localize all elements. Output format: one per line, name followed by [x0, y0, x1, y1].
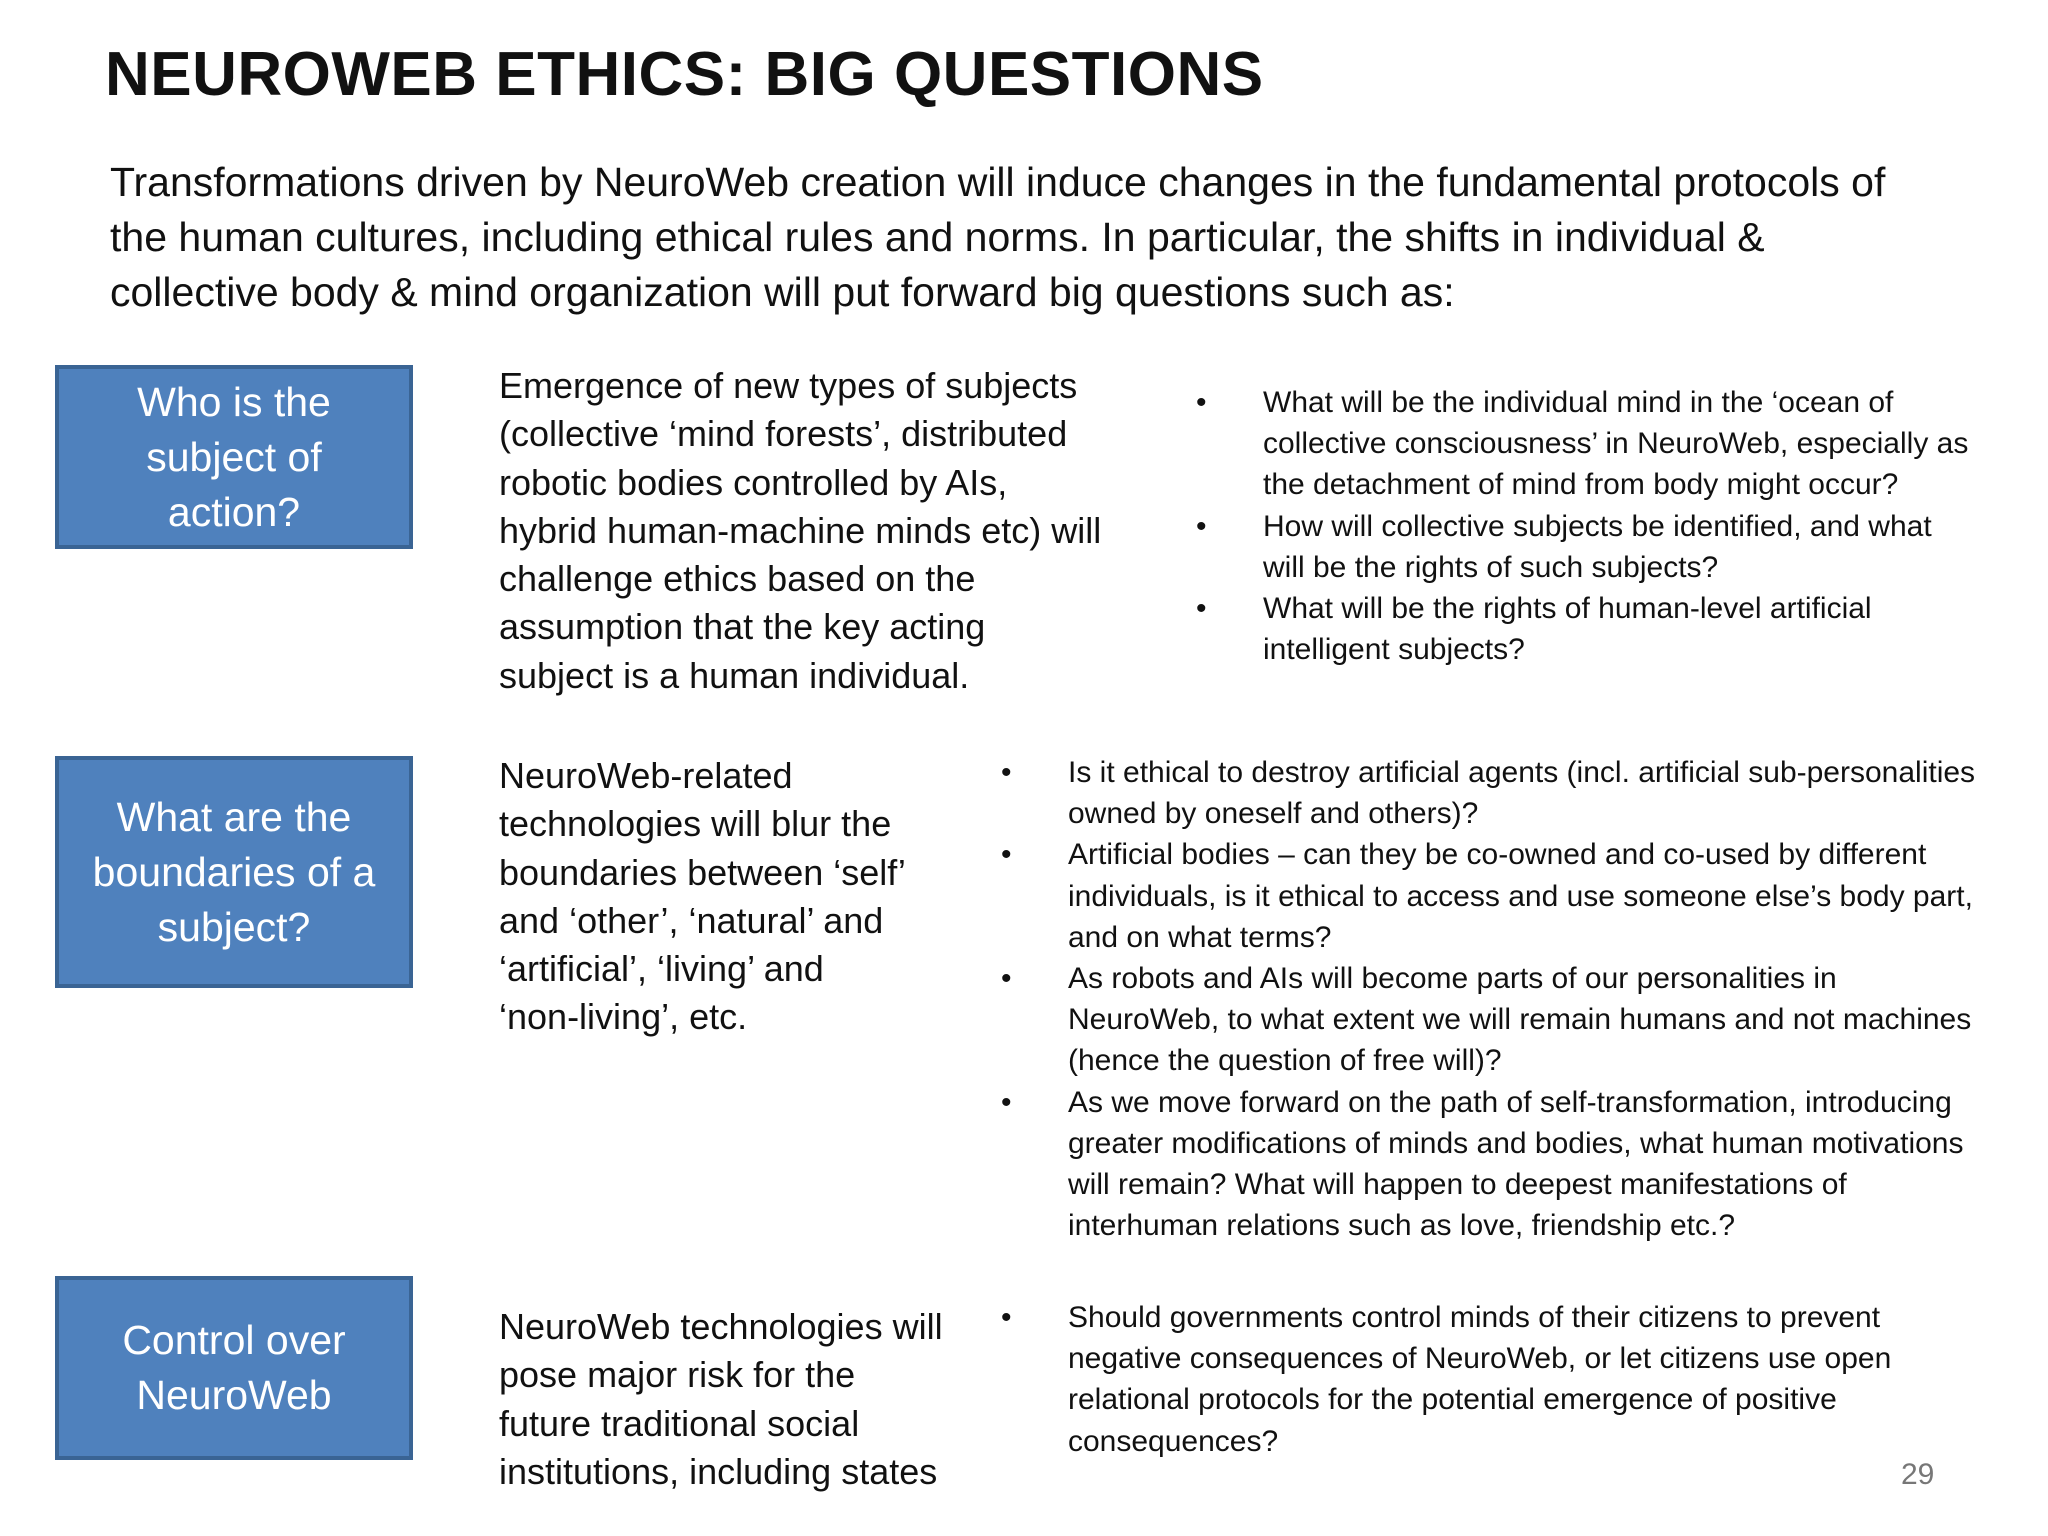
bullet-line: relational protocols for the potential emergence of positive [1068, 1383, 1837, 1417]
bullet-dot-icon: • [1196, 592, 1207, 626]
bullet-line: What will be the rights of human-level artificial [1263, 592, 1872, 626]
question-box-subject-of-action [55, 365, 413, 549]
question-line: NeuroWeb [136, 1372, 332, 1418]
bullet-list-control-over-neuroweb [1001, 1297, 1891, 1462]
question-line: boundaries of a [92, 848, 376, 895]
description-line: (collective ‘mind forests’, distributed [499, 413, 1068, 455]
bullet-line: What will be the individual mind in the ‘ocean of [1263, 386, 1894, 419]
bullet-line: negative consequences of NeuroWeb, or let citizens use open [1068, 1342, 1892, 1376]
description-line: pose major risk for the [499, 1354, 856, 1396]
bullet-item [1196, 506, 1968, 588]
intro-line: the human cultures, including ethical rules and norms. In particular, the shifts in individual & [110, 214, 1765, 260]
question-box-control-over-neuroweb [55, 1276, 413, 1460]
bullet-item [1001, 1082, 1975, 1247]
bullet-list-subject-of-action [1196, 382, 1968, 670]
page-number: 29 [1901, 1458, 1935, 1491]
description-control-over-neuroweb [499, 1303, 943, 1496]
description-line: technologies will blur the [499, 803, 892, 845]
bullet-line: NeuroWeb, to what extent we will remain humans and not machines [1068, 1003, 1972, 1037]
question-line: Who is the [137, 378, 331, 425]
description-subject-of-action [499, 362, 1101, 700]
bullet-dot-icon: • [1001, 756, 1012, 789]
bullet-line: individuals, is it ethical to access and use someone else’s body part, [1068, 879, 1973, 913]
intro-line: collective body & mind organization will put forward big questions such as: [110, 269, 1455, 315]
description-line: assumption that the key acting [499, 606, 986, 648]
bullet-dot-icon: • [1001, 838, 1012, 872]
bullet-item [1001, 834, 1975, 958]
question-line: Control over [122, 1317, 346, 1363]
bullet-line: Should governments control minds of their citizens to prevent [1068, 1301, 1881, 1334]
description-line: institutions, including states [499, 1450, 938, 1492]
question-line: subject of [146, 433, 322, 480]
bullet-item [1196, 588, 1968, 670]
description-line: ‘non-living’, etc. [499, 996, 748, 1038]
bullet-dot-icon: • [1001, 1085, 1012, 1119]
description-line: and ‘other’, ‘natural’ and [499, 899, 884, 941]
bullet-list-boundaries-of-subject [1001, 752, 1975, 1246]
bullet-dot-icon: • [1001, 1301, 1012, 1334]
bullet-dot-icon: • [1196, 509, 1207, 543]
description-line: NeuroWeb-related [499, 755, 793, 796]
bullet-line: will be the rights of such subjects? [1263, 550, 1719, 584]
bullet-item [1196, 382, 1968, 506]
bullet-dot-icon: • [1001, 962, 1012, 996]
question-box-boundaries-of-subject [55, 756, 413, 988]
bullet-line: the detachment of mind from body might occur? [1263, 468, 1899, 502]
bullet-line: Is it ethical to destroy artificial agents (incl. artificial sub-personalities [1068, 756, 1976, 789]
bullet-line: and on what terms? [1068, 920, 1332, 954]
bullet-line: Artificial bodies – can they be co-owned and co-used by different [1068, 838, 1927, 872]
description-line: robotic bodies controlled by AIs, [499, 461, 1008, 503]
bullet-line: As we move forward on the path of self-transformation, introducing [1068, 1085, 1952, 1119]
description-boundaries-of-subject [499, 752, 906, 1042]
question-line: subject? [157, 903, 311, 950]
bullet-line: will remain? What will happen to deepest manifestations of [1068, 1168, 1847, 1202]
bullet-line: intelligent subjects? [1263, 633, 1525, 667]
slide-title: NEUROWEB ETHICS: BIG QUESTIONS [105, 40, 1264, 109]
bullet-line: As robots and AIs will become parts of our personalities in [1068, 962, 1837, 996]
bullet-line: interhuman relations such as love, friendship etc.? [1068, 1209, 1736, 1243]
question-line: What are the [116, 793, 352, 840]
bullet-line: (hence the question of free will)? [1068, 1044, 1502, 1078]
bullet-item [1001, 1297, 1891, 1462]
description-line: boundaries between ‘self’ [499, 851, 906, 893]
intro-line: Transformations driven by NeuroWeb creation will induce changes in the fundamental protocols of [110, 159, 1886, 205]
bullet-item [1001, 752, 1975, 834]
description-line: subject is a human individual. [499, 654, 970, 696]
bullet-line: greater modifications of minds and bodies, what human motivations [1068, 1126, 1964, 1160]
intro-paragraph [110, 155, 2010, 320]
bullet-line: consequences? [1068, 1424, 1279, 1458]
description-line: ‘artificial’, ‘living’ and [499, 948, 824, 990]
bullet-line: How will collective subjects be identified, and what [1263, 509, 1932, 543]
bullet-line: collective consciousness’ in NeuroWeb, especially as [1263, 427, 1969, 461]
description-line: challenge ethics based on the [499, 558, 976, 600]
question-line: action? [167, 488, 301, 535]
description-line: NeuroWeb technologies will [499, 1306, 943, 1347]
description-line: hybrid human-machine minds etc) will [499, 509, 1102, 551]
bullet-line: owned by oneself and others)? [1068, 797, 1479, 831]
bullet-item [1001, 958, 1975, 1082]
description-line: future traditional social [499, 1402, 860, 1444]
bullet-dot-icon: • [1196, 386, 1207, 419]
description-line: Emergence of new types of subjects [499, 365, 1078, 406]
